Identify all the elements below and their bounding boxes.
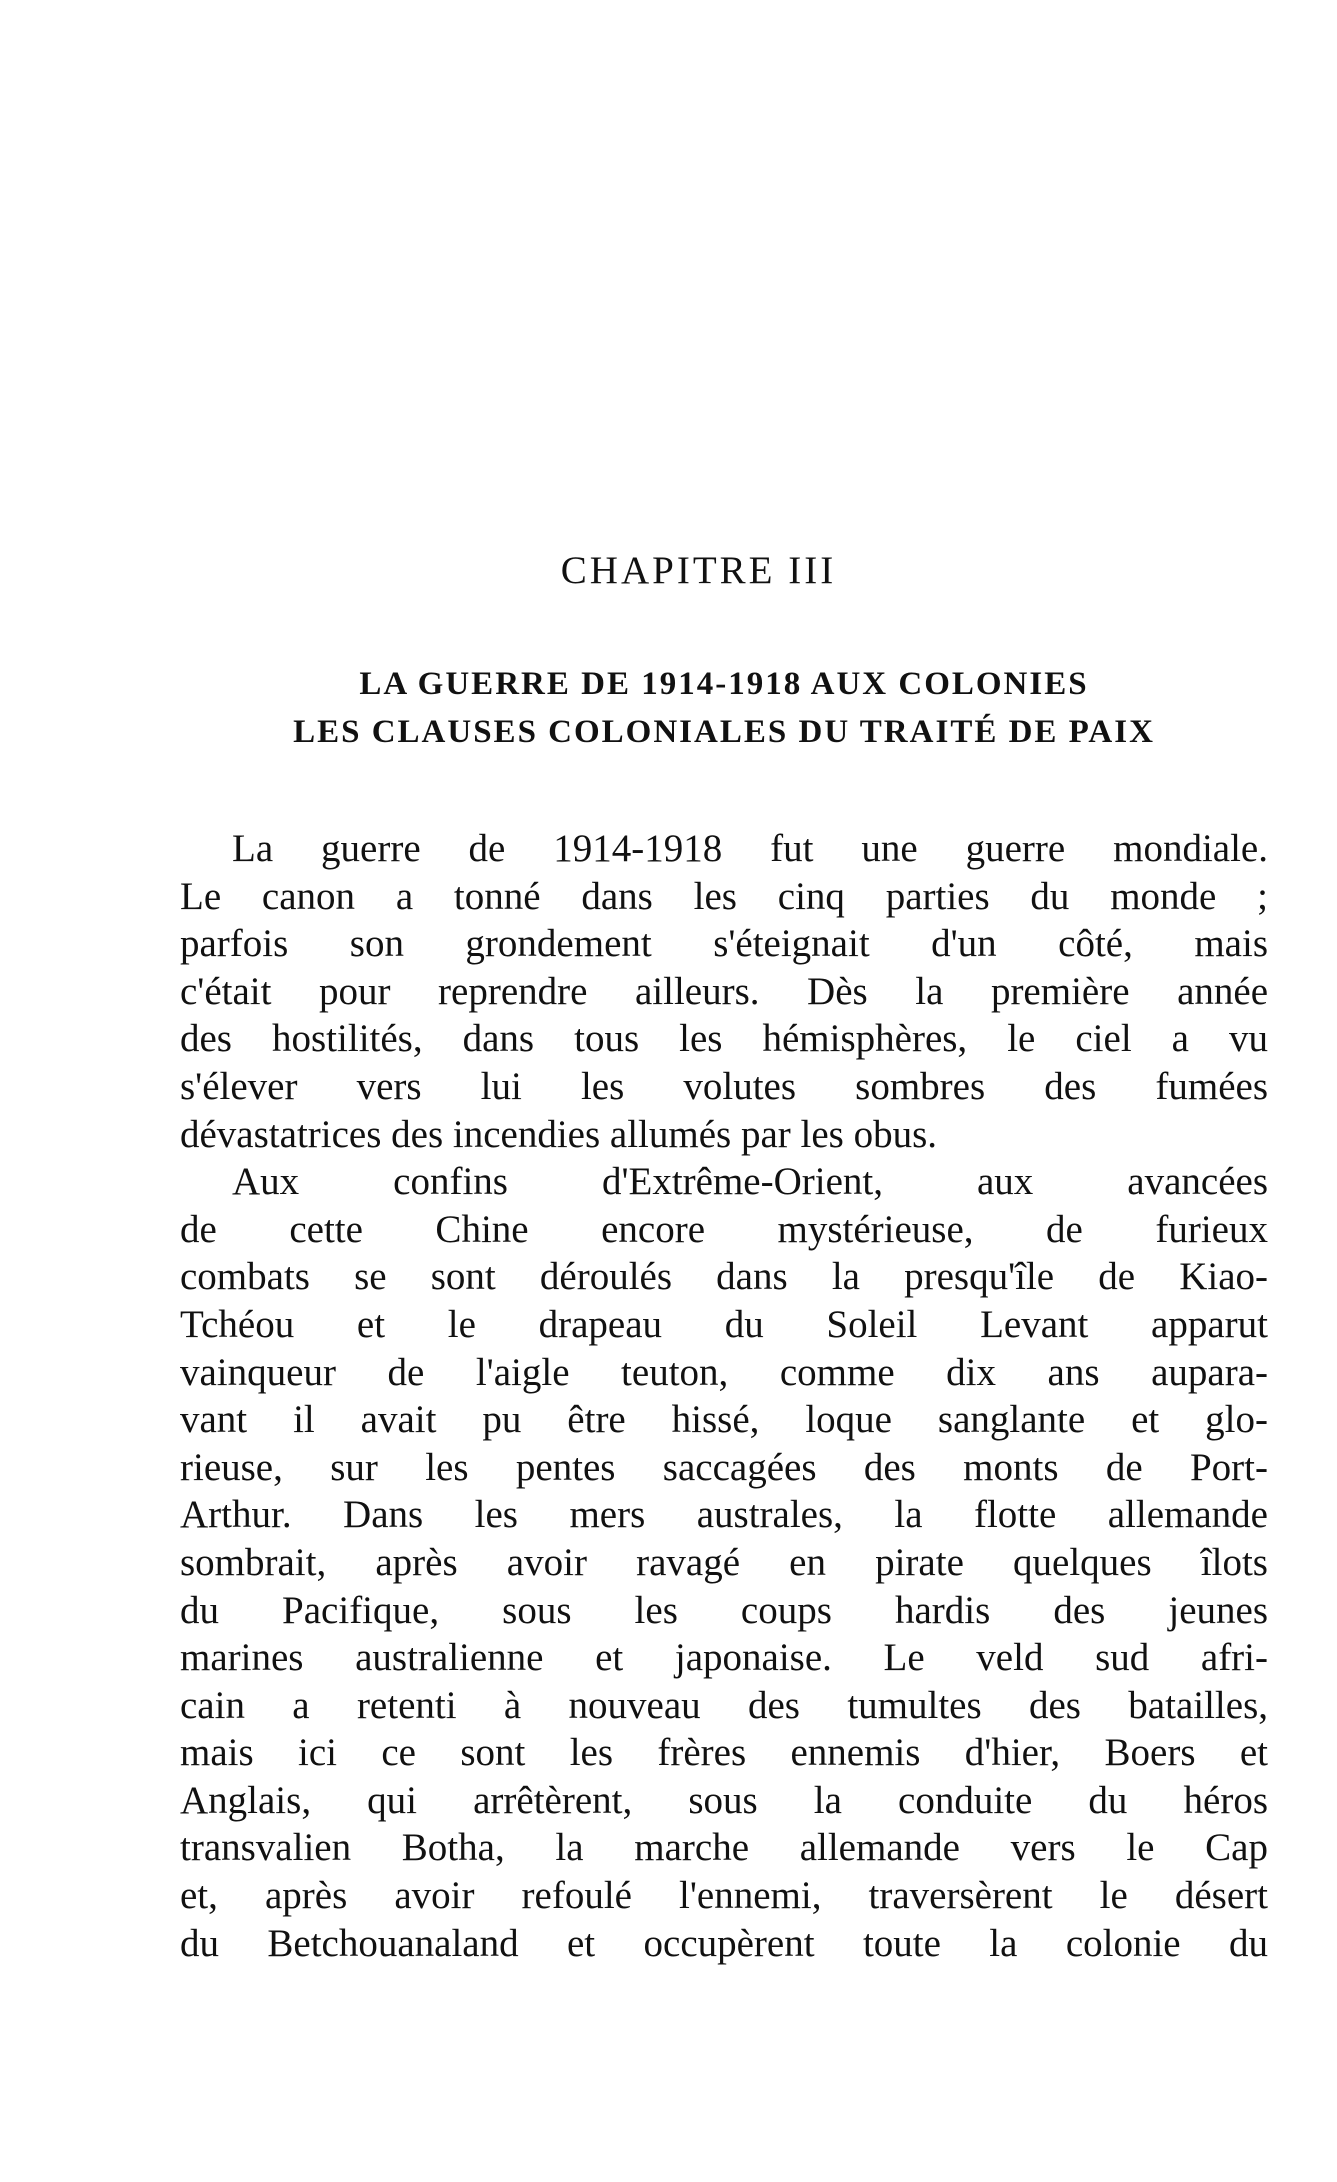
text-line: du Pacifique, sous les coups hardis des jeunes	[180, 1588, 1268, 1632]
chapter-title	[180, 660, 1268, 756]
text-line: transvalien Botha, la marche allemande vers le Cap	[180, 1826, 1268, 1870]
body-text	[180, 825, 1268, 1967]
text-line: dévastatrices des incendies allumés par les obus.	[180, 1112, 938, 1156]
text-line: vainqueur de l'aigle teuton, comme dix ans aupara-	[180, 1350, 1268, 1394]
text-line: du Betchouanaland et occupèrent toute la colonie du	[180, 1921, 1268, 1965]
text-line: sombrait, après avoir ravagé en pirate quelques îlots	[180, 1540, 1268, 1584]
text-line: de cette Chine encore mystérieuse, de furieux	[180, 1207, 1268, 1251]
text-line: rieuse, sur les pentes saccagées des monts de Port-	[180, 1445, 1268, 1489]
chapter-heading: CHAPITRE III	[560, 549, 837, 592]
text-line: et, après avoir refoulé l'ennemi, traversèrent le désert	[180, 1874, 1268, 1918]
paragraph-2	[180, 1158, 1268, 1967]
text-line: vant il avait pu être hissé, loque sanglante et glo-	[180, 1398, 1268, 1442]
text-line: c'était pour reprendre ailleurs. Dès la première année	[180, 969, 1268, 1013]
text-line: cain a retenti à nouveau des tumultes des batailles,	[180, 1683, 1268, 1727]
text-line: des hostilités, dans tous les hémisphères, le ciel a vu	[180, 1017, 1268, 1061]
text-line: mais ici ce sont les frères ennemis d'hier, Boers et	[180, 1731, 1268, 1775]
text-line: combats se sont déroulés dans la presqu'île de Kiao-	[180, 1255, 1268, 1299]
paragraph-1	[180, 825, 1268, 1158]
text-line: parfois son grondement s'éteignait d'un côté, mais	[180, 922, 1268, 966]
chapter-title-line-1: LA GUERRE DE 1914-1918 AUX COLONIES	[359, 666, 1089, 702]
text-line: Tchéou et le drapeau du Soleil Levant apparut	[180, 1302, 1268, 1346]
text-line: Aux confins d'Extrême-Orient, aux avancées	[232, 1160, 1268, 1204]
text-line: marines australienne et japonaise. Le veld sud afri-	[180, 1636, 1268, 1680]
text-line: La guerre de 1914-1918 fut une guerre mondiale.	[232, 827, 1268, 870]
text-line: Arthur. Dans les mers australes, la flotte allemande	[180, 1493, 1268, 1537]
chapter-title-line-2: LES CLAUSES COLONIALES DU TRAITÉ DE PAIX	[293, 714, 1155, 750]
text-line: Anglais, qui arrêtèrent, sous la conduite du héros	[180, 1778, 1268, 1822]
text-line: s'élever vers lui les volutes sombres des fumées	[180, 1064, 1268, 1108]
text-line: Le canon a tonné dans les cinq parties du monde ;	[180, 874, 1268, 918]
